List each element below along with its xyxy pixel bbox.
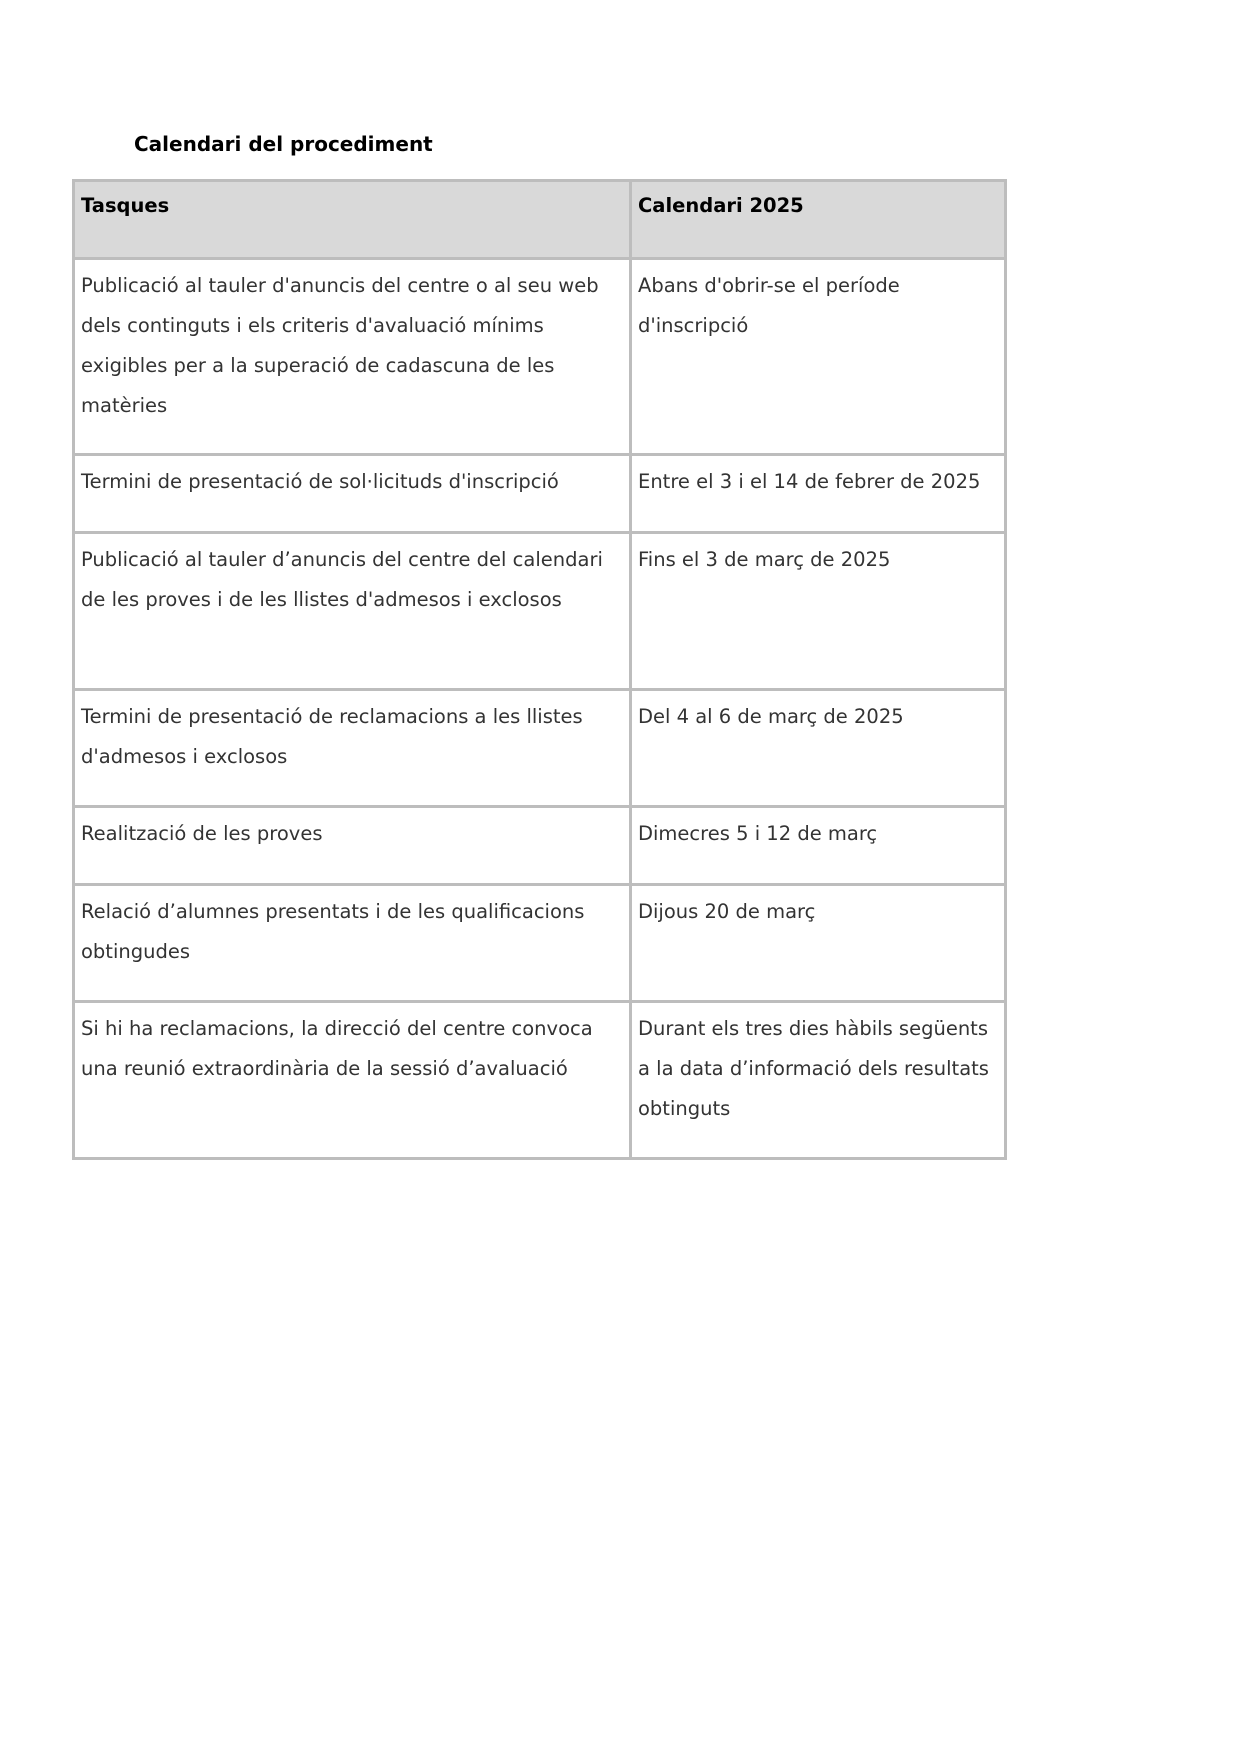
task-cell: Realització de les proves	[74, 807, 631, 885]
task-cell: Publicació al tauler d’anuncis del centre del calendari de les proves i de les llistes d'admesos i exclosos	[74, 533, 631, 690]
table-row	[74, 259, 1006, 455]
task-cell: Termini de presentació de sol·licituds d'inscripció	[74, 455, 631, 533]
header-calendar: Calendari 2025	[631, 181, 1006, 259]
calendar-table	[72, 179, 1007, 1160]
date-cell: Durant els tres dies hàbils següents a la data d’informació dels resultats obtinguts	[631, 1002, 1006, 1159]
date-cell: Fins el 3 de març de 2025	[631, 533, 1006, 690]
table-row	[74, 885, 1006, 1002]
task-cell: Relació d’alumnes presentats i de les qualificacions obtingudes	[74, 885, 631, 1002]
table-header-row	[74, 181, 1006, 259]
date-cell: Entre el 3 i el 14 de febrer de 2025	[631, 455, 1006, 533]
date-cell: Del 4 al 6 de març de 2025	[631, 690, 1006, 807]
header-tasks: Tasques	[74, 181, 631, 259]
task-cell: Si hi ha reclamacions, la direcció del centre convoca una reunió extraordinària de la sessió d’avaluació	[74, 1002, 631, 1159]
table-row	[74, 690, 1006, 807]
table-row	[74, 455, 1006, 533]
date-cell: Abans d'obrir-se el període d'inscripció	[631, 259, 1006, 455]
date-cell: Dijous 20 de març	[631, 885, 1006, 1002]
table-row	[74, 1002, 1006, 1159]
task-cell: Publicació al tauler d'anuncis del centre o al seu web dels continguts i els criteris d'avaluació mínims exigibles per a la superació de cadascuna de les matèries	[74, 259, 631, 455]
date-cell: Dimecres 5 i 12 de març	[631, 807, 1006, 885]
task-cell: Termini de presentació de reclamacions a les llistes d'admesos i exclosos	[74, 690, 631, 807]
table-row	[74, 533, 1006, 690]
table-row	[74, 807, 1006, 885]
page-title: Calendari del procediment	[134, 132, 433, 156]
